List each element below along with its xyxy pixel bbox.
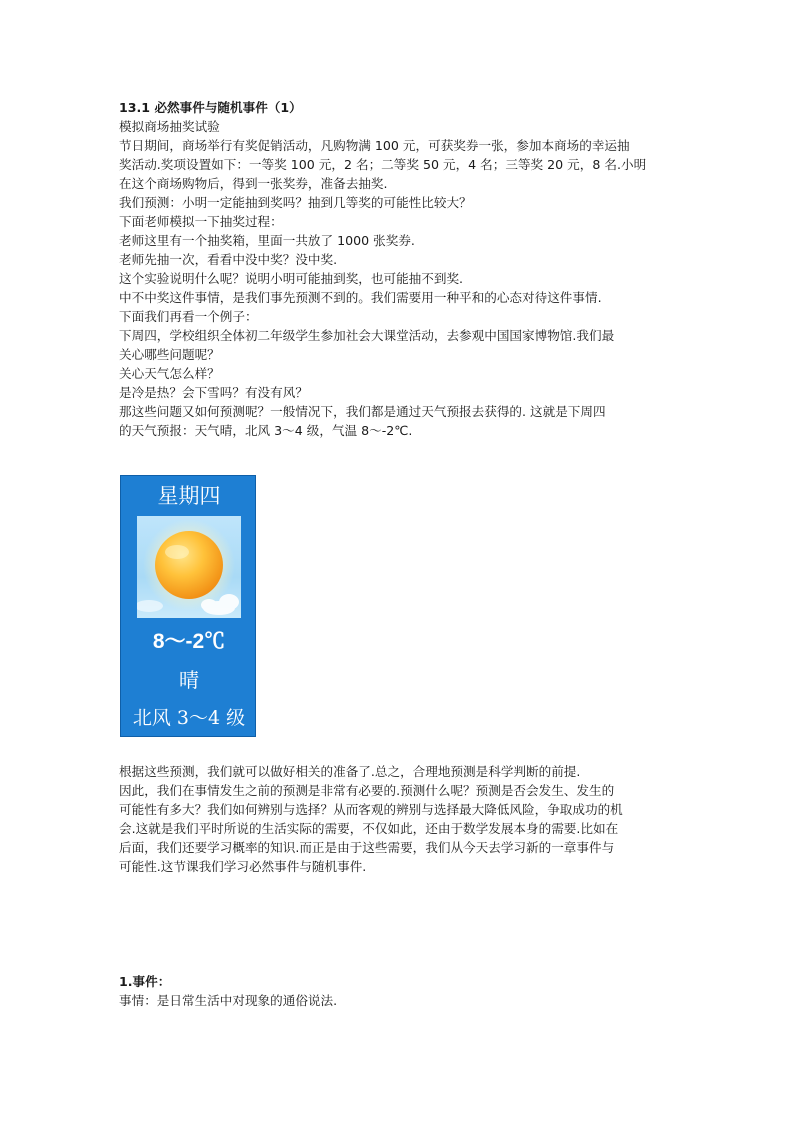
paragraph-line: 因此，我们在事情发生之前的预测是非常有必要的.预测什么呢？预测是否会发生、发生的 [119, 783, 615, 798]
paragraph-line: 关心天气怎么样？ [119, 366, 220, 381]
paragraph-line: 老师这里有一个抽奖箱，里面一共放了 1000 张奖券. [119, 233, 415, 248]
document-title: 13.1 必然事件与随机事件（1） [119, 100, 302, 115]
weather-wind: 北风 3～4 级 [132, 707, 246, 729]
paragraph-line: 奖活动.奖项设置如下：一等奖 100 元，2 名；二等奖 50 元，4 名；三等奖 20 元，8 名.小明 [119, 157, 647, 172]
paragraph-line: 可能性.这节课我们学习必然事件与随机事件. [119, 859, 367, 874]
paragraph-line: 可能性有多大？我们如何辨别与选择？从而客观的辨别与选择最大降低风险，争取成功的机 [119, 802, 623, 817]
weather-card [120, 475, 256, 737]
weather-condition: 晴 [179, 668, 199, 692]
paragraph-line: 那这些问题又如何预测呢？一般情况下，我们都是通过天气预报去获得的. 这就是下周四 [119, 404, 606, 419]
paragraph-line: 这个实验说明什么呢？说明小明可能抽到奖，也可能抽不到奖. [119, 271, 464, 286]
paragraph-line: 下周四，学校组织全体初二年级学生参加社会大课堂活动，去参观中国国家博物馆.我们最 [119, 328, 615, 343]
weather-image [137, 516, 241, 618]
paragraph-line: 事情：是日常生活中对现象的通俗说法. [119, 993, 338, 1008]
sun-icon [137, 516, 241, 618]
after-block [119, 762, 679, 876]
paragraph-line: 是冷是热？会下雪吗？有没有风？ [119, 385, 308, 400]
paragraph-line: 根据这些预测，我们就可以做好相关的准备了.总之，合理地预测是科学判断的前提. [119, 764, 581, 779]
paragraph-line: 后面，我们还要学习概率的知识.而正是由于这些需要，我们从今天去学习新的一章事件与 [119, 840, 615, 855]
paragraph-line: 会.这就是我们平时所说的生活实际的需要，不仅如此，还由于数学发展本身的需要.比如在 [119, 821, 619, 836]
intro-block [119, 98, 679, 440]
weather-temperature: 8～-2℃ [152, 630, 226, 653]
paragraph-line: 在这个商场购物后，得到一张奖券，准备去抽奖. [119, 176, 388, 191]
paragraph-line: 节日期间，商场举行有奖促销活动，凡购物满 100 元，可获奖券一张，参加本商场的幸运抽 [119, 138, 630, 153]
paragraph-line: 模拟商场抽奖试验 [119, 119, 220, 134]
paragraph-line: 下面老师模拟一下抽奖过程： [119, 214, 283, 229]
paragraph-line: 关心哪些问题呢？ [119, 347, 220, 362]
section-heading: 1.事件： [119, 974, 171, 989]
paragraph-line: 我们预测：小明一定能抽到奖吗？抽到几等奖的可能性比较大？ [119, 195, 472, 210]
section-block [119, 972, 679, 1010]
weather-day: 星期四 [157, 484, 221, 508]
paragraph-line: 中不中奖这件事情，是我们事先预测不到的。我们需要用一种平和的心态对待这件事情. [119, 290, 602, 305]
paragraph-line: 下面我们再看一个例子： [119, 309, 258, 324]
paragraph-line: 的天气预报：天气晴，北风 3～4 级，气温 8～-2℃. [119, 423, 413, 438]
paragraph-line: 老师先抽一次，看看中没中奖？没中奖. [119, 252, 338, 267]
